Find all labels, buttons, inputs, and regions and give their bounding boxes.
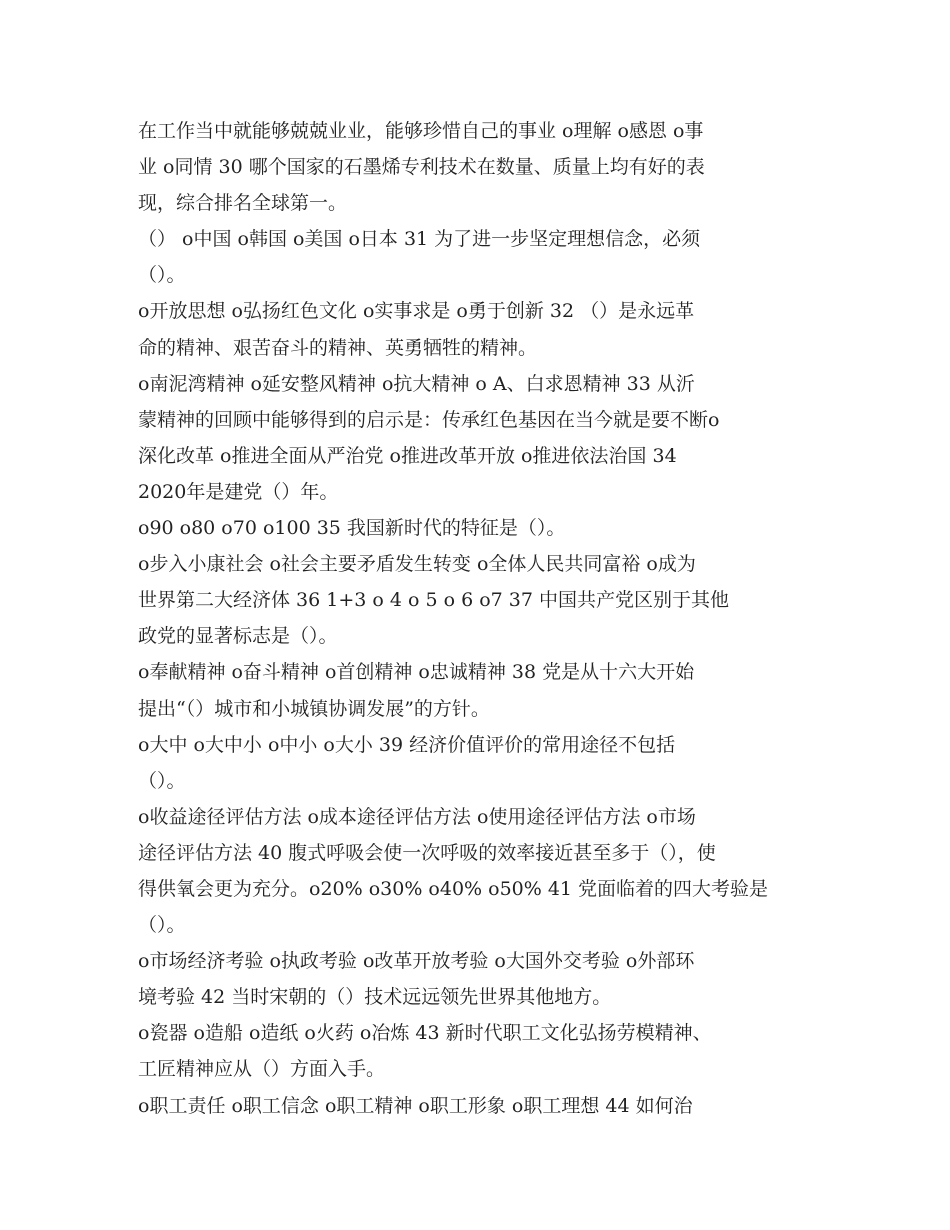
text-line: 提出“（）城市和小城镇协调发展”的方针。 — [138, 697, 490, 720]
text-line: 现，综合排名全球第一。 — [138, 192, 348, 215]
text-line: o收益途径评估方法 o成本途径评估方法 o使用途径评估方法 o市场 — [138, 805, 696, 828]
text-line: （） o中国 o韩国 o美国 o日本 31 为了进一步坚定理想信念，必须 — [138, 228, 701, 251]
text-line: 命的精神、艰苦奋斗的精神、英勇牺牲的精神。 — [138, 336, 538, 359]
text-line: o瓷器 o造船 o造纸 o火药 o冶炼 43 新时代职工文化弘扬劳模精神、 — [138, 1022, 712, 1045]
text-line: （）。 — [138, 914, 186, 937]
text-line: 深化改革 o推进全面从严治党 o推进改革开放 o推进依法治国 34 — [138, 444, 677, 467]
text-line: 得供氧会更为充分。o20% o30% o40% o50% 41 党面临着的四大考验是 — [138, 877, 769, 900]
text-line: 蒙精神的回顾中能够得到的启示是：传承红色基因在当今就是要不断o — [138, 408, 720, 431]
text-line: 业 o同情 30 哪个国家的石墨烯专利技术在数量、质量上均有好的表 — [138, 156, 705, 179]
document-body — [138, 113, 818, 1124]
text-line: o市场经济考验 o执政考验 o改革开放考验 o大国外交考验 o外部环 — [138, 950, 695, 973]
text-line: 境考验 42 当时宋朝的（）技术远远领先世界其他地方。 — [138, 986, 612, 1009]
text-line: 世界第二大经济体 36 1+3 o 4 o 5 o 6 o7 37 中国共产党区别于其他 — [138, 589, 729, 612]
text-line: o职工责任 o职工信念 o职工精神 o职工形象 o职工理想 44 如何治 — [138, 1094, 693, 1117]
text-line: （）。 — [138, 769, 186, 792]
text-line: o开放思想 o弘扬红色文化 o实事求是 o勇于创新 32 （）是永远革 — [138, 300, 695, 323]
text-line: o步入小康社会 o社会主要矛盾发生转变 o全体人民共同富裕 o成为 — [138, 553, 696, 576]
text-line: 在工作当中就能够兢兢业业，能够珍惜自己的事业 o理解 o感恩 o事 — [138, 120, 704, 142]
text-line: 途径评估方法 40 腹式呼吸会使一次呼吸的效率接近甚至多于（），使 — [138, 841, 716, 864]
text-line: o90 o80 o70 o100 35 我国新时代的特征是（）。 — [138, 517, 566, 540]
text-line: o南泥湾精神 o延安整风精神 o抗大精神 o A、白求恩精神 33 从沂 — [138, 372, 695, 395]
text-line: 2020年是建党（）年。 — [138, 480, 339, 503]
text-line: 政党的显著标志是（）。 — [138, 625, 338, 648]
text-line: 工匠精神应从（）方面入手。 — [138, 1058, 386, 1081]
text-line: o奉献精神 o奋斗精神 o首创精神 o忠诚精神 38 党是从十六大开始 — [138, 661, 695, 684]
text-line: o大中 o大中小 o中小 o大小 39 经济价值评价的常用途径不包括 — [138, 733, 676, 756]
text-line: （）。 — [138, 264, 186, 287]
